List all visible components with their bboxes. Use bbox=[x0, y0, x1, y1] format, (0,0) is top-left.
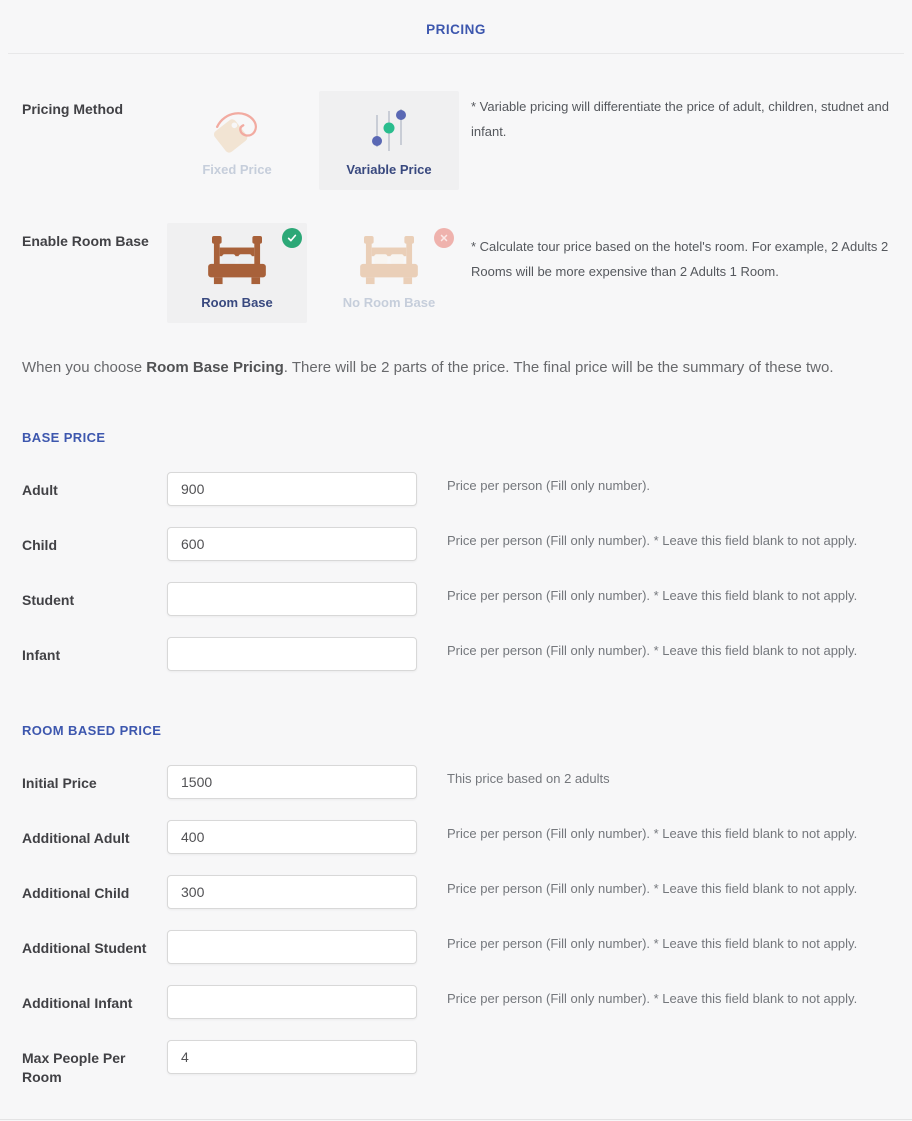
infant-help: Price per person (Fill only number). * Leave this field blank to not apply. bbox=[447, 643, 858, 658]
initial-price-label: Initial Price bbox=[22, 775, 97, 791]
max-people-per-room-label: Max People Per Room bbox=[22, 1050, 126, 1085]
room-base-option-label: Room Base bbox=[201, 295, 273, 310]
base-price-fields bbox=[0, 472, 912, 671]
form-row bbox=[0, 765, 912, 799]
form-row bbox=[0, 1040, 912, 1087]
initial-price-input[interactable] bbox=[167, 765, 417, 799]
adult-input[interactable] bbox=[167, 472, 417, 506]
variable-price-label: Variable Price bbox=[346, 162, 432, 177]
bed-icon bbox=[206, 236, 268, 286]
check-icon bbox=[282, 228, 302, 248]
form-row bbox=[0, 820, 912, 854]
additional-child-input[interactable] bbox=[167, 875, 417, 909]
variable-price-option[interactable] bbox=[319, 91, 459, 190]
room-base-help: * Calculate tour price based on the hotel's room. For example, 2 Adults 2 Rooms will be more expensive than 2 Adults 1 Room. bbox=[471, 239, 889, 279]
pricing-method-row bbox=[0, 91, 912, 190]
pricing-method-options bbox=[167, 91, 459, 190]
additional-adult-help: Price per person (Fill only number). * Leave this field blank to not apply. bbox=[447, 826, 858, 841]
pricing-method-label: Pricing Method bbox=[22, 101, 124, 117]
fixed-price-option[interactable] bbox=[167, 91, 307, 190]
page-header bbox=[0, 0, 912, 37]
fixed-price-label: Fixed Price bbox=[202, 162, 272, 177]
additional-adult-label: Additional Adult bbox=[22, 830, 130, 846]
student-label: Student bbox=[22, 592, 75, 608]
room-base-option[interactable] bbox=[167, 223, 307, 323]
infant-input[interactable] bbox=[167, 637, 417, 671]
note-prefix: When you choose bbox=[22, 359, 147, 376]
header-divider bbox=[8, 53, 904, 54]
additional-infant-help: Price per person (Fill only number). * Leave this field blank to not apply. bbox=[447, 991, 858, 1006]
room-base-row bbox=[0, 223, 912, 323]
price-tag-icon bbox=[211, 107, 263, 153]
child-input[interactable] bbox=[167, 527, 417, 561]
additional-adult-input[interactable] bbox=[167, 820, 417, 854]
form-row bbox=[0, 472, 912, 506]
no-room-base-option[interactable] bbox=[319, 223, 459, 323]
bed-icon bbox=[358, 236, 420, 286]
adult-help: Price per person (Fill only number). bbox=[447, 478, 651, 493]
additional-student-input[interactable] bbox=[167, 930, 417, 964]
bottom-divider bbox=[0, 1119, 912, 1120]
additional-student-label: Additional Student bbox=[22, 940, 147, 956]
note-suffix: . There will be 2 parts of the price. The final price will be the summary of these two. bbox=[283, 359, 834, 376]
note-bold: Room Base Pricing bbox=[146, 359, 284, 376]
child-help: Price per person (Fill only number). * Leave this field blank to not apply. bbox=[447, 533, 858, 548]
room-base-note bbox=[22, 358, 890, 378]
sliders-icon bbox=[366, 105, 412, 153]
room-base-label: Enable Room Base bbox=[22, 233, 149, 249]
room-based-price-fields bbox=[0, 765, 912, 1087]
additional-infant-input[interactable] bbox=[167, 985, 417, 1019]
cross-icon bbox=[434, 228, 454, 248]
max-people-per-room-input[interactable] bbox=[167, 1040, 417, 1074]
student-help: Price per person (Fill only number). * Leave this field blank to not apply. bbox=[447, 588, 858, 603]
form-row bbox=[0, 527, 912, 561]
additional-student-help: Price per person (Fill only number). * Leave this field blank to not apply. bbox=[447, 936, 858, 951]
infant-label: Infant bbox=[22, 647, 61, 663]
form-row bbox=[0, 985, 912, 1019]
page-title: PRICING bbox=[426, 22, 486, 37]
student-input[interactable] bbox=[167, 582, 417, 616]
child-label: Child bbox=[22, 537, 57, 553]
form-row bbox=[0, 930, 912, 964]
additional-child-label: Additional Child bbox=[22, 885, 130, 901]
additional-child-help: Price per person (Fill only number). * Leave this field blank to not apply. bbox=[447, 881, 858, 896]
form-row bbox=[0, 582, 912, 616]
room-base-options bbox=[167, 223, 459, 323]
pricing-method-help: * Variable pricing will differentiate the price of adult, children, studnet and infant. bbox=[471, 99, 889, 139]
base-price-heading: BASE PRICE bbox=[22, 430, 106, 445]
no-room-base-option-label: No Room Base bbox=[342, 295, 436, 310]
initial-price-help: This price based on 2 adults bbox=[447, 771, 610, 786]
form-row bbox=[0, 875, 912, 909]
room-based-price-heading: ROOM BASED PRICE bbox=[22, 723, 162, 738]
additional-infant-label: Additional Infant bbox=[22, 995, 133, 1011]
max-people-per-room-help bbox=[447, 1040, 890, 1045]
form-row bbox=[0, 637, 912, 671]
adult-label: Adult bbox=[22, 482, 58, 498]
